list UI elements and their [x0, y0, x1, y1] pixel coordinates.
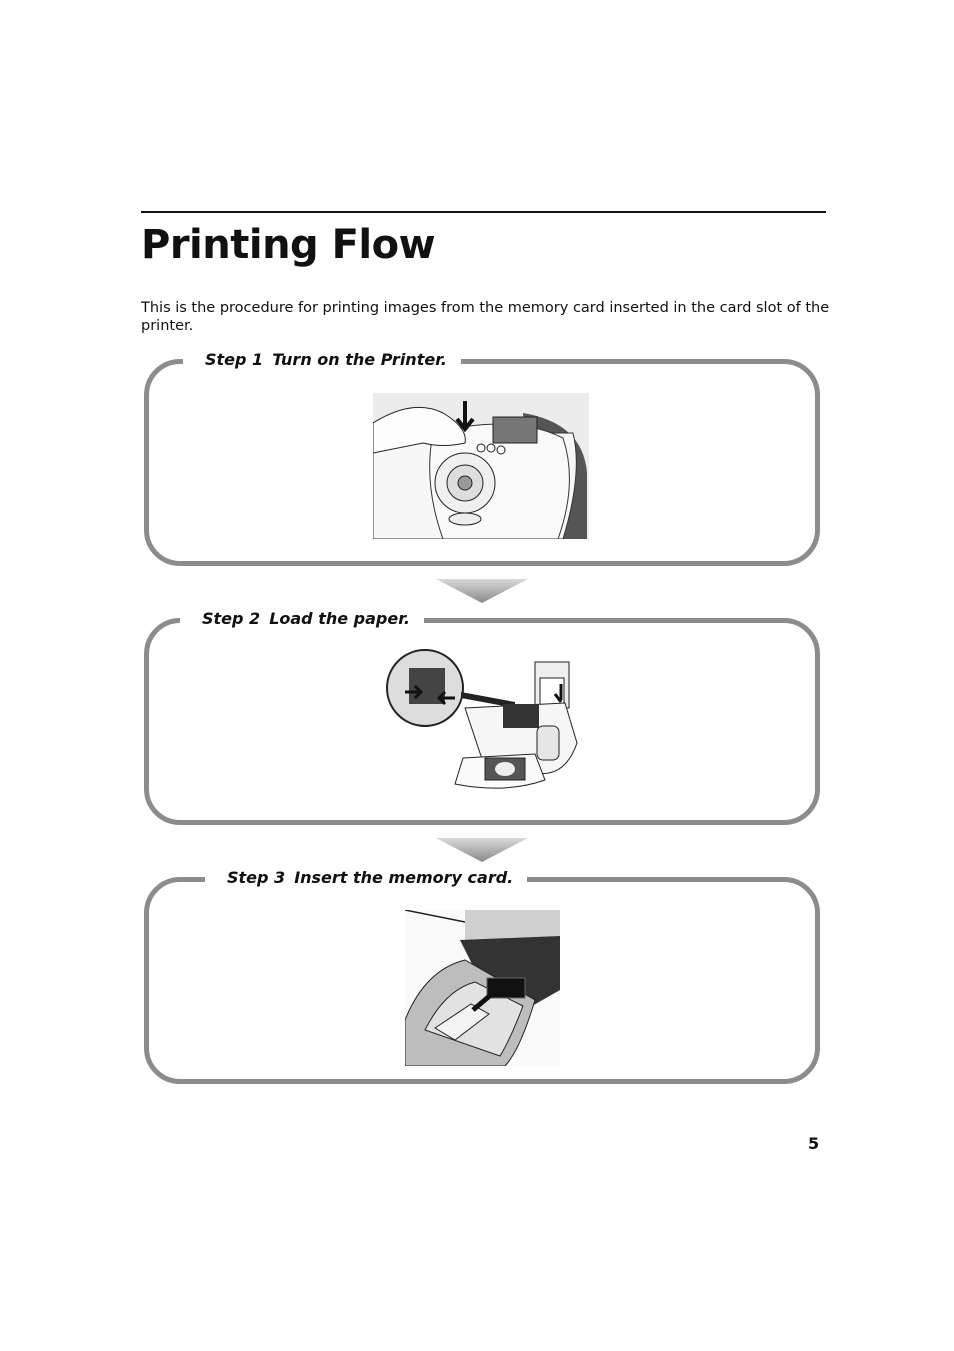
step-3-text: Insert the memory card. [294, 868, 514, 887]
step-1-label [183, 348, 461, 372]
flow-arrow-2-icon [436, 838, 528, 862]
header-rule [141, 211, 826, 213]
step-1-number: Step 1 [205, 350, 264, 369]
page-title: Printing Flow [141, 222, 436, 268]
intro-text: This is the procedure for printing images from the memory card inserted in the card slot of the printer. [141, 300, 830, 334]
page-number: 5 [808, 1134, 820, 1153]
step-3-number: Step 3 [227, 868, 286, 887]
step-3-label [205, 866, 527, 890]
printer-power-illustration [373, 393, 589, 539]
flow-arrow-1-icon [436, 579, 528, 603]
step-2-number: Step 2 [202, 609, 261, 628]
step-1-text: Turn on the Printer. [272, 350, 447, 369]
step-2-text: Load the paper. [269, 609, 410, 628]
step-2-label [180, 607, 424, 631]
paper-loading-illustration [385, 648, 581, 794]
memory-card-illustration [405, 910, 560, 1066]
